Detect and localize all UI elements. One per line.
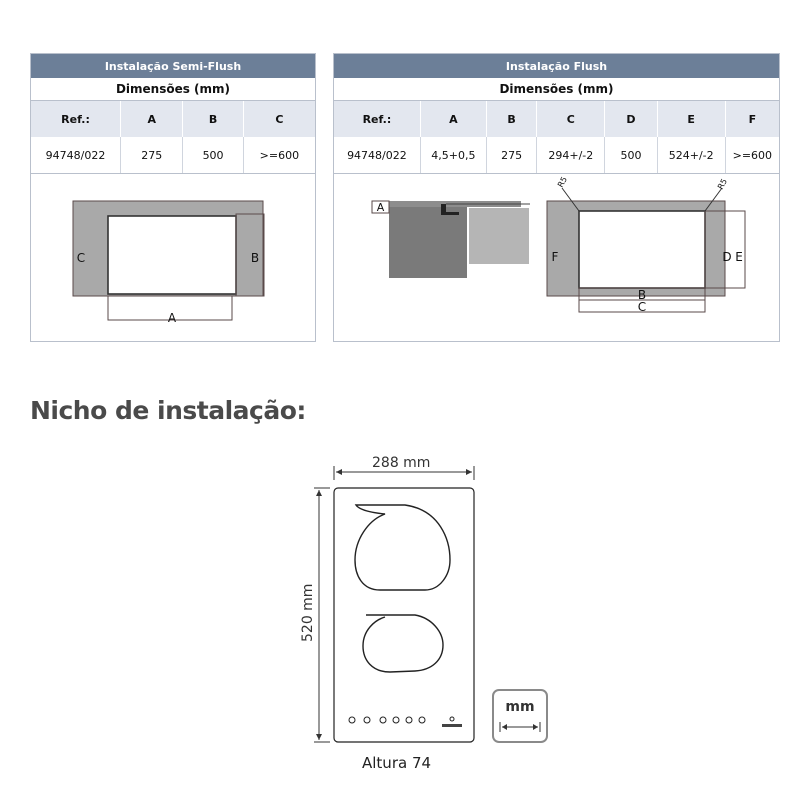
value-cell: 4,5+0,5 <box>421 137 487 173</box>
double-arrow-icon <box>494 719 546 735</box>
cross-section-drawing <box>372 201 530 278</box>
label-r-right: R5 <box>715 177 730 191</box>
value-cell: 94748/022 <box>334 137 421 173</box>
value-cell: >=600 <box>732 148 773 162</box>
header-cell: B <box>183 101 243 137</box>
value-cell: >=600 <box>259 148 300 162</box>
header-cell: A <box>121 101 183 137</box>
semi-flush-subtitle: Dimensões (mm) <box>31 78 315 101</box>
value-cell: 294+/-2 <box>537 137 605 173</box>
value-cell: 500 <box>183 137 243 173</box>
label-r-left: R5 <box>555 175 570 189</box>
unit-badge-label: mm <box>505 699 535 715</box>
header-cell: Ref.: <box>334 101 421 137</box>
height-dimension <box>300 488 330 742</box>
cutout-inner <box>108 216 236 294</box>
label-b: B <box>250 251 260 265</box>
label-c: C <box>637 300 647 314</box>
value-cell: 94748/022 <box>31 137 121 173</box>
depth-label: Altura 74 <box>362 754 432 772</box>
plan-view-drawing <box>547 175 745 314</box>
flush-subtitle: Dimensões (mm) <box>334 78 779 101</box>
label-a: A <box>167 311 177 325</box>
label-c: C <box>76 251 86 265</box>
value-cell: 275 <box>121 137 183 173</box>
header-cell: Ref.: <box>31 101 121 137</box>
width-label: 288 mm <box>372 455 431 471</box>
flush-diagram <box>334 174 779 340</box>
semi-flush-title: Instalação Semi-Flush <box>31 54 315 78</box>
value-cell: 500 <box>605 137 657 173</box>
header-cell: C <box>537 101 605 137</box>
semi-flush-diagram <box>31 174 315 340</box>
flush-header-row <box>334 101 779 137</box>
flush-title: Instalação Flush <box>334 54 779 78</box>
header-cell: B <box>487 101 537 137</box>
label-f: F <box>551 250 559 264</box>
niche-drawing <box>0 450 800 790</box>
flush-value-row <box>334 137 779 174</box>
header-cell: F <box>748 112 757 126</box>
semi-flush-panel <box>30 53 316 342</box>
value-cell: 275 <box>487 137 537 173</box>
label-d: D <box>722 250 732 264</box>
header-cell: D <box>605 101 657 137</box>
header-cell: E <box>658 101 726 137</box>
header-cell: C <box>275 112 284 126</box>
flush-panel <box>333 53 780 342</box>
label-e: E <box>735 250 743 264</box>
label-a-cross: A <box>376 201 385 214</box>
brand-wordmark <box>442 724 462 727</box>
unit-badge <box>492 689 548 743</box>
height-label: 520 mm <box>300 583 316 642</box>
niche-heading: Nicho de instalação: <box>30 396 306 425</box>
value-cell: 524+/-2 <box>658 137 726 173</box>
semi-flush-header-row <box>31 101 315 137</box>
header-cell: A <box>421 101 487 137</box>
width-dimension <box>334 455 474 480</box>
label-b: B <box>637 288 647 302</box>
semi-flush-value-row <box>31 137 315 174</box>
